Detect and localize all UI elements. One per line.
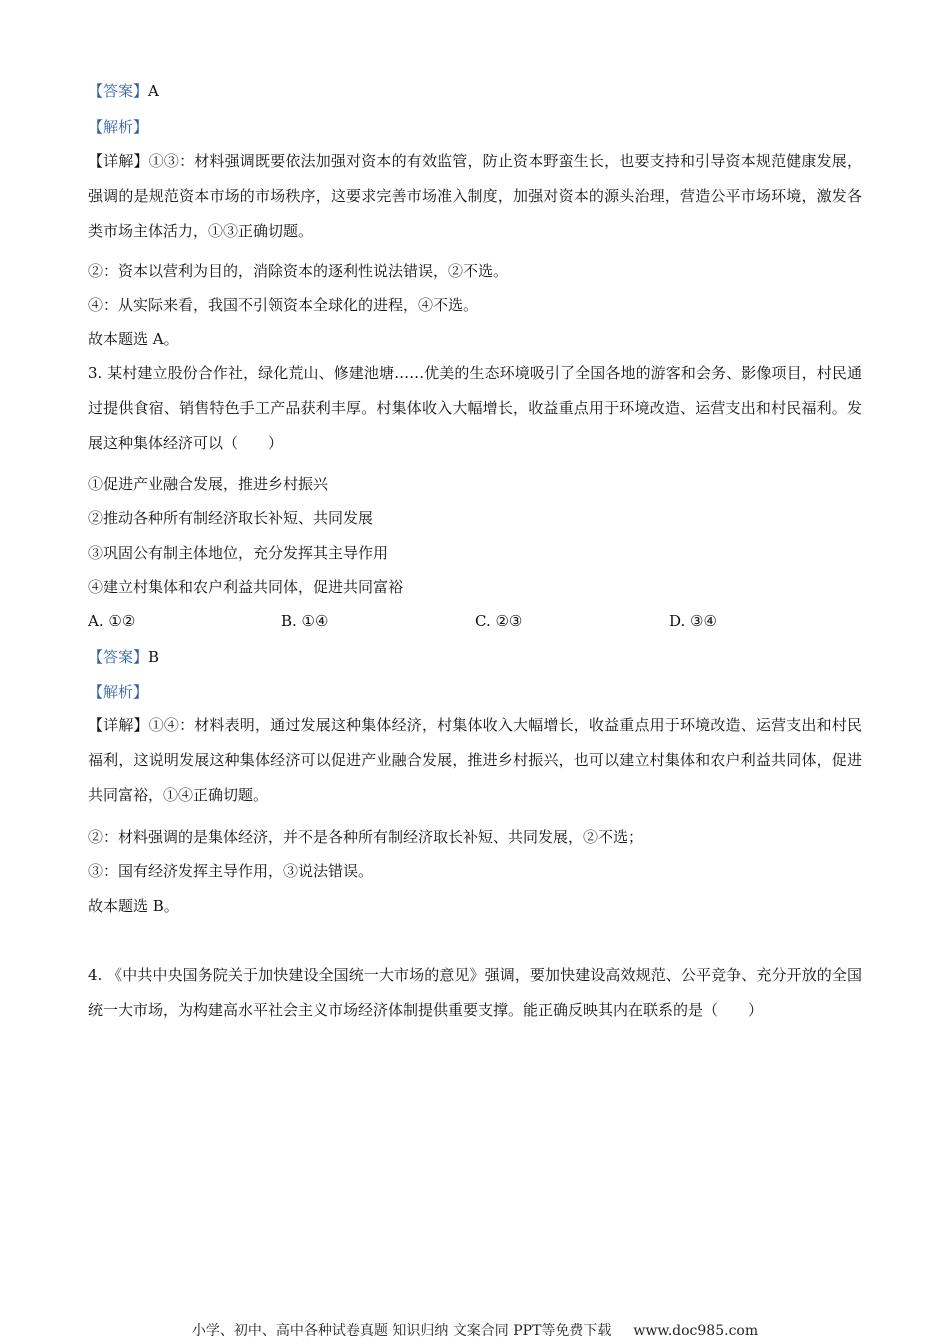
q3-item-3: ③巩固公有制主体地位，充分发挥其主导作用 [88,544,389,562]
detail-label: 【详解】 [88,152,149,170]
q3-detail [88,708,862,813]
option-d: D. ③④ [669,612,717,630]
footer-url[interactable]: www.doc985.com [633,1323,759,1339]
footer-text: 小学、初中、高中各种试卷真题 知识归纳 文案合同 PPT等免费下载 [191,1323,612,1339]
q3-conclusion: 故本题选 B。 [88,897,179,915]
q3-note-2: ②：材料强调的是集体经济，并不是各种所有制经济取长补短、共同发展，②不选； [88,828,644,846]
option-c: C. ②③ [475,612,523,630]
option-b: B. ①④ [281,612,329,630]
q3-item-1: ①促进产业融合发展，推进乡村振兴 [88,475,329,493]
page-footer [0,1320,950,1340]
answer-value: A [148,82,159,100]
q2-detail [88,144,862,249]
q3-answer [88,647,862,667]
q2-answer [88,81,862,101]
q3-note-3: ③：国有经济发挥主导作用，③说法错误。 [88,862,374,880]
q2-note-4: ④：从实际来看，我国不引领资本全球化的进程，④不选。 [88,296,479,314]
q2-note-2: ②：资本以营利为目的，消除资本的逐利性说法错误，②不选。 [88,262,509,280]
detail-label: 【详解】 [88,716,149,734]
q3-item-4: ④建立村集体和农户利益共同体，促进共同富裕 [88,578,404,596]
detail-text: ①③：材料强调既要依法加强对资本的有效监管，防止资本野蛮生长，也要支持和引导资本规范健康发展，强调的是规范资本市场的市场秩序，这要求完善市场准入制度，加强对资本的源头治理，营造公平市场环境，激发各类市场主体活力，①③正确切题。 [88,152,862,240]
option-a: A. ①② [88,612,136,630]
q3-stem: 3. 某村建立股份合作社，绿化荒山、修建池塘……优美的生态环境吸引了全国各地的游客和会务、影像项目，村民通过提供食宿、销售特色手工产品获利丰厚。村集体收入大幅增长，收益重点用于环境改造、运营支出和村民福利。发展这种集体经济可以（ ） [88,364,862,452]
detail-text: ①④：材料表明，通过发展这种集体经济，村集体收入大幅增长，收益重点用于环境改造、运营支出和村民福利，这说明发展这种集体经济可以促进产业融合发展，推进乡村振兴，也可以建立村集体和农户利益共同体，促进共同富裕，①④正确切题。 [88,716,862,804]
q2-conclusion: 故本题选 A。 [88,330,179,348]
q3-analysis-label: 【解析】 [88,683,149,701]
q3-item-2: ②推动各种所有制经济取长补短、共同发展 [88,509,374,527]
q2-analysis-label: 【解析】 [88,118,149,136]
answer-label: 【答案】 [88,648,149,666]
answer-label: 【答案】 [88,82,149,100]
q4-stem: 4. 《中共中央国务院关于加快建设全国统一大市场的意见》强调，要加快建设高效规范、公平竞争、充分开放的全国统一大市场，为构建高水平社会主义市场经济体制提供重要支撑。能正确反映其内在联系的是（ ） [88,966,862,1019]
answer-value: B [148,648,160,666]
